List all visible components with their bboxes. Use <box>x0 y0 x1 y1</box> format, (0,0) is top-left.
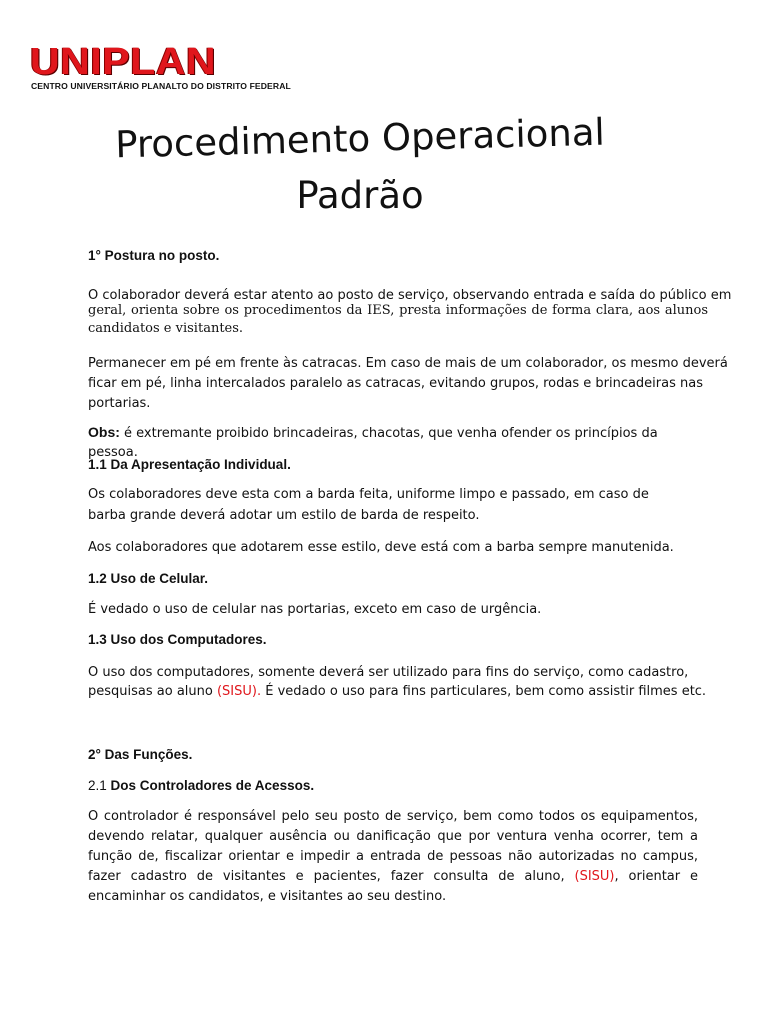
paragraph-apresentacao-2: Aos colaboradores que adotarem esse estilo, deve está com a barba sempre manutenida. <box>88 540 674 555</box>
section-heading-postura: 1° Postura no posto. <box>88 248 220 263</box>
section-heading-apresentacao: 1.1 Da Apresentação Individual. <box>88 457 291 472</box>
paragraph-line: O uso dos computadores, somente deverá ser utilizado para fins do serviço, como cadastro, <box>88 665 689 680</box>
obs-label: Obs: <box>88 424 120 440</box>
logo-subtitle: CENTRO UNIVERSITÁRIO PLANALTO DO DISTRITO FEDERAL <box>31 81 291 91</box>
paragraph-line: ficar em pé, linha intercalados paralelo as catracas, evitando grupos, rodas e brincadeiras nas <box>88 376 703 391</box>
text-run: pesquisas ao aluno <box>88 684 217 699</box>
section-title: Dos Controladores de Acessos. <box>106 778 315 793</box>
document-title-line1: Procedimento Operacional <box>114 110 606 167</box>
paragraph-postura-2 <box>88 354 728 414</box>
paragraph-celular: É vedado o uso de celular nas portarias, exceto em caso de urgência. <box>88 602 542 617</box>
section-heading-computadores: 1.3 Uso dos Computadores. <box>88 632 267 647</box>
paragraph-line: Permanecer em pé em frente às catracas. Em caso de mais de um colaborador, os mesmo deverá <box>88 356 728 371</box>
paragraph-line <box>88 682 708 701</box>
section-heading-celular: 1.2 Uso de Celular. <box>88 571 209 586</box>
paragraph-computadores <box>88 663 708 701</box>
paragraph-line: Os colaboradores deve esta com a barda feita, uniforme limpo e passado, em caso de <box>88 487 649 502</box>
sisu-highlight: (SISU). <box>216 684 262 699</box>
paragraph-line: barba grande deverá adotar um estilo de barda de respeito. <box>88 508 480 523</box>
obs-text: é extremante proibido brincadeiras, chacotas, que venha ofender os princípios da pessoa. <box>88 426 658 460</box>
logo-wordmark: UNIPLAN <box>30 41 217 83</box>
text-run: , orientar e encaminhar os candidatos, e visitantes ao seu destino. <box>88 869 699 904</box>
paragraph-line: portarias. <box>88 396 151 411</box>
paragraph-line: O colaborador deverá estar atento ao posto de serviço, observando entrada e saída do público em <box>88 288 732 303</box>
section-heading-controladores <box>88 777 314 795</box>
sisu-highlight: (SISU) <box>574 869 615 884</box>
paragraph-apresentacao-1 <box>88 484 708 526</box>
document-title-line2: Padrão <box>296 174 424 217</box>
text-run: É vedado o uso para fins particulares, bem como assistir filmes etc. <box>261 684 707 699</box>
paragraph-postura-1-cont: geral, orienta sobre os procedimentos da IES, presta informações de forma clara, aos alunos candidatos e visitantes. <box>88 303 708 336</box>
text-run: O controlador é responsável pelo seu posto de serviço, bem como todos os equipamentos, devendo relatar, qualquer ausência ou danificação que por ventura venha ocorrer, tem a função de, fiscalizar orientar e impedir a entrada de pessoas não autorizadas no campus, fazer cadastro de visitantes e pacientes, fazer consulta de aluno, <box>88 809 698 884</box>
section-heading-funcoes: 2° Das Funções. <box>88 747 193 762</box>
section-number: 2.1 <box>88 778 107 793</box>
paragraph-controladores <box>88 807 698 907</box>
uniplan-logo <box>30 41 291 94</box>
